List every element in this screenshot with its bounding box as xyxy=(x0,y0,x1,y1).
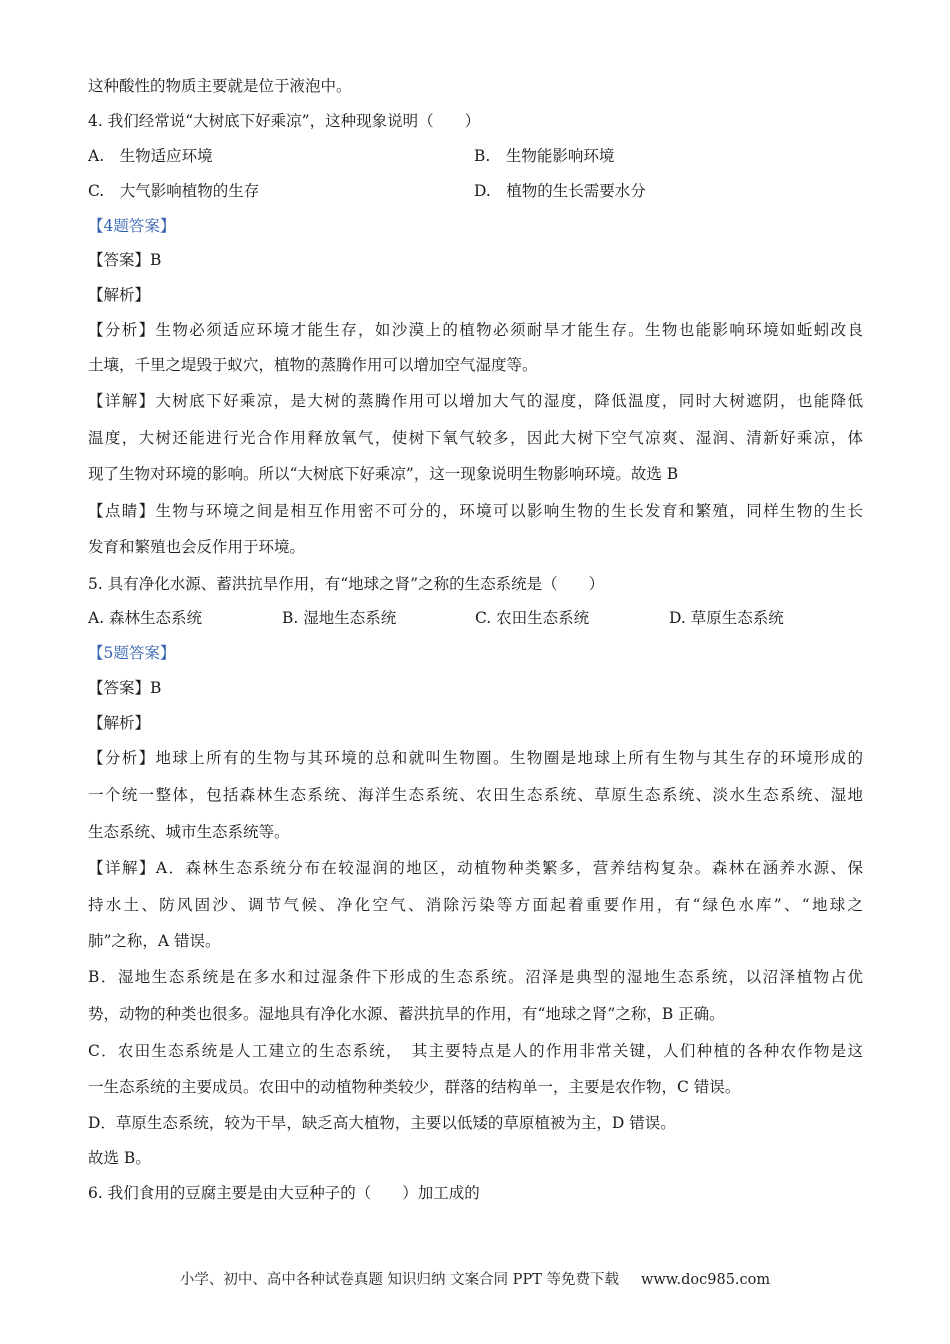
q5-analysis-line: 生态系统、城市生态系统等。 xyxy=(88,823,290,841)
q4-detail-line: 【详解】大树底下好乘凉，是大树的蒸腾作用可以增加大气的湿度，降低温度，同时大树遮阴，也能降低 xyxy=(88,392,863,410)
q4-detail-line: 现了生物对环境的影响。所以“大树底下好乘凉”，这一现象说明生物影响环境。故选 B xyxy=(88,465,679,483)
q4-answer: 【答案】B xyxy=(88,251,162,269)
q5-option-c: C. 农田生态系统 xyxy=(475,609,590,627)
q4-detail-line: 温度，大树还能进行光合作用释放氧气，使树下氧气较多，因此大树下空气凉爽、湿润、清新好乘凉，体 xyxy=(88,429,863,447)
q5-answer-heading: 【5题答案】 xyxy=(88,644,176,662)
q4-analysis-heading: 【解析】 xyxy=(88,286,151,304)
q5-detail-line: 持水土、防风固沙、调节气候、净化空气、消除污染等方面起着重要作用，有“绿色水库”、“地球之 xyxy=(88,896,863,914)
q4-option-a: A. 生物适应环境 xyxy=(88,147,213,165)
page-footer xyxy=(0,1268,950,1289)
q4-tip-line: 【点睛】生物与环境之间是相互作用密不可分的，环境可以影响生物的生长发育和繁殖，同样生物的生长 xyxy=(88,502,863,520)
q4-analysis-line: 【分析】生物必须适应环境才能生存，如沙漠上的植物必须耐旱才能生存。生物也能影响环境如蚯蚓改良 xyxy=(88,321,863,339)
q4-option-c: C. 大气影响植物的生存 xyxy=(88,182,260,200)
question-6: 6. 我们食用的豆腐主要是由大豆种子的（ ）加工成的 xyxy=(88,1184,480,1202)
q4-analysis-line: 土壤，千里之堤毁于蚁穴，植物的蒸腾作用可以增加空气湿度等。 xyxy=(88,356,538,374)
question-4: 4. 我们经常说“大树底下好乘凉”，这种现象说明（ ） xyxy=(88,112,481,130)
q5-option-b: B. 湿地生态系统 xyxy=(282,609,397,627)
q5-detail-line: B．湿地生态系统是在多水和过湿条件下形成的生态系统。沼泽是典型的湿地生态系统，以沼泽植物占优 xyxy=(88,968,863,986)
q5-detail-line: 一生态系统的主要成员。农田中的动植物种类较少，群落的结构单一，主要是农作物，C 错误。 xyxy=(88,1078,741,1096)
q5-option-a: A. 森林生态系统 xyxy=(88,609,203,627)
footer-text: 小学、初中、高中各种试卷真题 知识归纳 文案合同 PPT 等免费下载 xyxy=(179,1272,619,1288)
q5-analysis-line: 一个统一整体，包括森林生态系统、海洋生态系统、农田生态系统、草原生态系统、淡水生态系统、湿地 xyxy=(88,786,863,804)
q4-tip-line: 发育和繁殖也会反作用于环境。 xyxy=(88,538,306,556)
q5-detail-line: 【详解】A．森林生态系统分布在较湿润的地区，动植物种类繁多，营养结构复杂。森林在涵养水源、保 xyxy=(88,859,863,877)
q5-conclusion: 故选 B。 xyxy=(88,1149,151,1167)
q5-detail-line: C．农田生态系统是人工建立的生态系统， 其主要特点是人的作用非常关键，人们种植的各种农作物是这 xyxy=(88,1042,863,1060)
footer-url[interactable]: www.doc985.com xyxy=(640,1272,771,1288)
q5-detail-line: 势，动物的种类也很多。湿地具有净化水源、蓄洪抗旱的作用，有“地球之肾”之称，B 正确。 xyxy=(88,1005,725,1023)
q5-analysis-line: 【分析】地球上所有的生物与其环境的总和就叫生物圈。生物圈是地球上所有生物与其生存的环境形成的 xyxy=(88,749,863,767)
q5-analysis-heading: 【解析】 xyxy=(88,714,151,732)
q5-detail-line: D．草原生态系统，较为干旱，缺乏高大植物，主要以低矮的草原植被为主，D 错误。 xyxy=(88,1114,676,1132)
q5-option-d: D. 草原生态系统 xyxy=(669,609,784,627)
q5-answer: 【答案】B xyxy=(88,679,162,697)
q4-option-d: D. 植物的生长需要水分 xyxy=(474,182,646,200)
q5-detail-line: 肺”之称，A 错误。 xyxy=(88,932,221,950)
q4-answer-heading: 【4题答案】 xyxy=(88,217,176,235)
question-5: 5. 具有净化水源、蓄洪抗旱作用，有“地球之肾”之称的生态系统是（ ） xyxy=(88,575,605,593)
q4-option-b: B. 生物能影响环境 xyxy=(474,147,615,165)
text-line: 这种酸性的物质主要就是位于液泡中。 xyxy=(88,77,352,95)
